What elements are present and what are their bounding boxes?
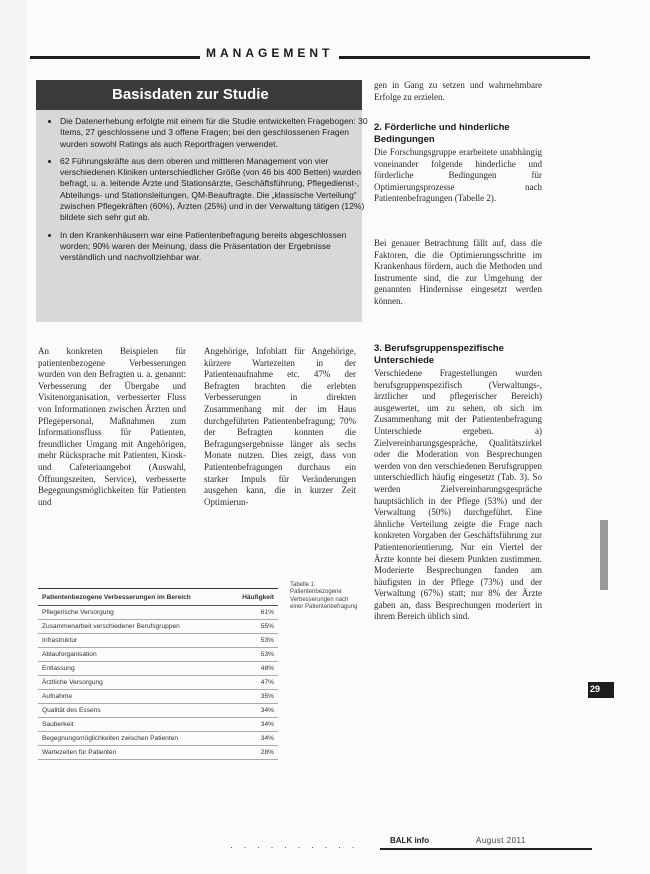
paragraph: Verschiedene Fragestellungen wurden berufsgruppenspezifisch (Verwaltungs-, ärztlicher und pflegerischer Bereich) ausgewertet, um zu sehen, ob sich im Zusammenhang mit der Patientenbefragung Unterschiede ergeben. a) Zielvereinbarungsgespräche, Qualitätszirkel oder die Moderation von Besprechungen werden von den verschiedenen Berufsgruppen unterschiedlich häufig eingesetzt (Tab. 3). So werden Zielvereinbarungsgespräche hauptsächlich in der Pflege (53%) und der Verwaltung (50%) durchgeführt. Eine ähnliche Verteilung zeigte die Frage nach konkreten Vorgaben der Geschäftsführung zur Patientenorientierung. Nur ein Viertel der Ärzte konnte bei diesem Punkten zustimmen. Moderierte Besprechungen fanden am häufigsten in der Pflege (73%) und der Verwaltung (67%) statt; nur 8% der Ärzte gaben an, dass Besprechungen moderiert in ihrem Bereich üblich sind. bbox=[374, 368, 542, 622]
page-number-tab bbox=[588, 682, 614, 698]
paragraph: Die Forschungsgruppe erarbeitete unabhängig voneinander folgende hinderliche und förderliche Bedingungen für Optimierungsprozesse nach Patientenbefragungen (Tabelle 2). bbox=[374, 147, 542, 204]
box-bullet: • In den Krankenhäusern war eine Patientenbefragung bereits abgeschlossen worden; 90% waren der Meinung, dass die Präsentation der Ergebnisse verständlich und nachvollziehbar war. bbox=[60, 230, 372, 264]
box-bullet: • Die Datenerhebung erfolgte mit einem für die Studie entwickelten Fragebogen: 30 Items, 27 geschlossene und 3 offene Fragen; bei den geschlossenen Fragen wurden sowohl Ratings als auch Reportfragen verwendet. bbox=[60, 116, 372, 150]
section-heading: 2. Förderliche und hinderliche Bedingungen bbox=[374, 122, 510, 145]
table-cell: 28% bbox=[224, 746, 278, 760]
table-row bbox=[38, 690, 278, 704]
table-cell: Entlassung bbox=[38, 662, 224, 676]
table-caption: Tabelle 1: Patientenbezogene Verbesserungen nach einer Patientenbefragung bbox=[290, 582, 358, 611]
study-basics-box bbox=[36, 80, 368, 322]
table-row bbox=[38, 746, 278, 760]
table-cell: Aufnahme bbox=[38, 690, 224, 704]
table-cell: Infrastruktur bbox=[38, 634, 224, 648]
section-heading: 3. Berufsgruppenspezifische Unterschiede bbox=[374, 343, 504, 366]
column-header: Patientenbezogene Verbesserungen im Bereich bbox=[38, 589, 224, 606]
table-row bbox=[38, 704, 278, 718]
table-row bbox=[38, 662, 278, 676]
table-cell: 35% bbox=[224, 690, 278, 704]
page-edge-marker bbox=[600, 520, 608, 590]
table-cell: 34% bbox=[224, 718, 278, 732]
table-cell: Qualität des Essens bbox=[38, 704, 224, 718]
table-cell: Sauberkeit bbox=[38, 718, 224, 732]
table-row bbox=[38, 676, 278, 690]
box-title: Basisdaten zur Studie bbox=[112, 86, 269, 103]
table-cell: Ablauforganisation bbox=[38, 648, 224, 662]
footer-rule bbox=[380, 848, 592, 850]
column-header: Häufigkeit bbox=[224, 589, 278, 606]
box-title-bar bbox=[36, 80, 362, 110]
table-cell: Begegnungsmöglichkeiten zwischen Patienten bbox=[38, 732, 224, 746]
issue-date: August 2011 bbox=[476, 836, 526, 845]
body-column-3-para bbox=[374, 238, 542, 330]
page-number: 29 bbox=[590, 684, 601, 694]
paragraph: Angehörige, Infoblatt für Angehörige, kürzere Wartezeiten in der Patientenaufnahme etc. 47% der Befragten brachten die erlebten Verbesserungen in direkten Zusammenhang mit der im Haus durchgeführten Patientenbefragung; 70% der Befragten konnten die Befragungsergebnisse länger als sechs Monate nutzen. Dies zeigt, dass von Patientenbefragungen durchaus ein starker Impuls für Veränderungen ausgehen kann, die in kurzer Zeit Optimierun- bbox=[204, 346, 356, 507]
body-column-3-para bbox=[374, 368, 542, 778]
section-header: MANAGEMENT bbox=[200, 46, 339, 60]
table-cell: 34% bbox=[224, 704, 278, 718]
table-cell: 34% bbox=[224, 732, 278, 746]
table-cell: 53% bbox=[224, 648, 278, 662]
footer-dots: · · · · · · · · · · bbox=[230, 842, 359, 852]
body-column-3-intro bbox=[374, 80, 542, 104]
table-row bbox=[38, 606, 278, 620]
body-column-3-para bbox=[374, 147, 542, 207]
table-cell: 53% bbox=[224, 634, 278, 648]
table-cell: Wartezeiten für Patienten bbox=[38, 746, 224, 760]
body-column-2 bbox=[204, 346, 356, 551]
table-row bbox=[38, 634, 278, 648]
magazine-brand: BALK info bbox=[390, 836, 430, 845]
table-cell: Ärztliche Versorgung bbox=[38, 676, 224, 690]
table-cell: 55% bbox=[224, 620, 278, 634]
page-gutter bbox=[0, 0, 26, 874]
table-row bbox=[38, 732, 278, 746]
table-cell: 61% bbox=[224, 606, 278, 620]
body-column-1 bbox=[38, 346, 186, 551]
box-bullet-list bbox=[44, 116, 372, 270]
table-cell: 48% bbox=[224, 662, 278, 676]
table-row bbox=[38, 648, 278, 662]
table-row bbox=[38, 620, 278, 634]
table-row bbox=[38, 718, 278, 732]
table-cell: 47% bbox=[224, 676, 278, 690]
paragraph: Bei genauer Betrachtung fällt auf, dass die Faktoren, die die Optimierungsschritte im Krankenhaus fördern, auch die Methoden und Instrumente sind, die zur Umgehung der genannten Hindernisse eingesetzt werden können. bbox=[374, 238, 542, 306]
box-bullet: • 62 Führungskräfte aus dem oberen und mittleren Management von vier verschiedenen Kliniken unterschiedlicher Größe (von 46 bis 400 Betten) wurden befragt, u. a. leitende Ärzte und Stationsärzte, Geschäftsführung, Pflegedienst-, Abteilungs- und Stationsleitungen, QM-Beauftragte. Die „klassische Verteilung“ zwischen Pflegekräften (60%), Ärzten (25%) und in der Verwaltung tätigen (12%) bildete sich sehr gut ab. bbox=[60, 156, 372, 224]
table-header-row bbox=[38, 589, 278, 606]
improvements-table bbox=[38, 588, 278, 760]
table-cell: Zusammenarbeit verschiedener Berufsgruppen bbox=[38, 620, 224, 634]
paragraph: gen in Gang zu setzen und wahrnehmbare Erfolge zu erzielen. bbox=[374, 80, 542, 102]
table-cell: Pflegerische Versorgung bbox=[38, 606, 224, 620]
paragraph: An konkreten Beispielen für patientenbezogene Verbesserungen wurden von den Befragten u. a. genannt: Verbesserung der Übergabe und Visitenorganisation, verbesserter Fluss von Informationen zwischen Ärzten und Pflegepersonal, Maßnahmen zum Informationsfluss für Patienten, freundlicher Umgang mit Angehörigen, mehr Rücksprache mit Patienten, Kiosk- und Cafeteriaangebot (Auswahl, Öffnungszeiten, Service), verbesserte Begegnungsmöglichkeiten für Patienten und bbox=[38, 346, 186, 507]
